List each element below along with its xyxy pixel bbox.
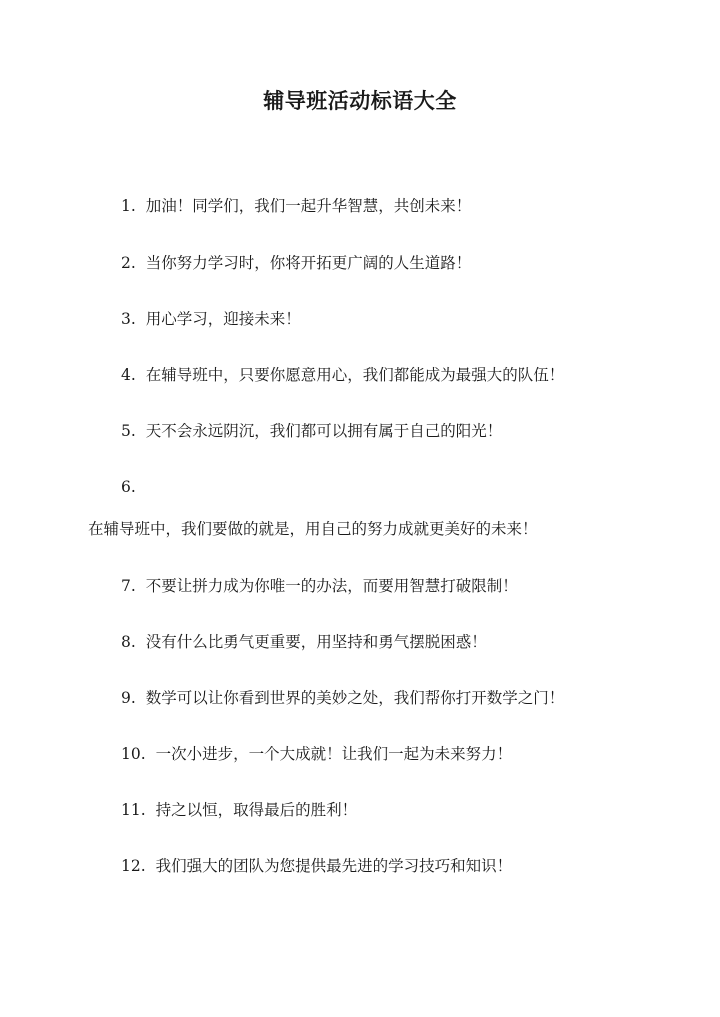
item-number: 11. — [121, 801, 146, 819]
list-item — [121, 575, 518, 597]
item-text: 数学可以让你看到世界的美妙之处，我们帮你打开数学之门！ — [145, 689, 565, 707]
list-item — [121, 364, 564, 386]
item-text: 不要让拼力成为你唯一的办法，而要用智慧打破限制！ — [145, 577, 518, 595]
list-item — [121, 799, 357, 821]
list-item — [121, 308, 301, 330]
item-text: 在辅导班中，只要你愿意用心，我们都能成为最强大的队伍！ — [145, 366, 565, 384]
list-item — [121, 420, 502, 442]
item-number: 3. — [121, 310, 136, 328]
item-text: 当你努力学习时，你将开拓更广阔的人生道路！ — [145, 254, 472, 272]
item-number: 10. — [121, 745, 146, 763]
list-item — [121, 476, 146, 498]
list-item — [121, 631, 487, 653]
item-number: 2. — [121, 254, 136, 272]
item-number: 7. — [121, 577, 136, 595]
page-title: 辅导班活动标语大全 — [263, 88, 457, 113]
item-text: 没有什么比勇气更重要，用坚持和勇气摆脱困惑！ — [145, 633, 487, 651]
item-text: 天不会永远阴沉，我们都可以拥有属于自己的阳光！ — [145, 422, 503, 440]
item-number: 12. — [121, 857, 146, 875]
item-number: 8. — [121, 633, 136, 651]
list-item — [121, 687, 564, 709]
item-number: 4. — [121, 366, 136, 384]
list-item — [121, 743, 512, 765]
list-item — [121, 195, 471, 217]
item-number: 6. — [121, 478, 136, 496]
item-text: 加油！同学们，我们一起升华智慧，共创未来！ — [145, 197, 472, 215]
item-number: 9. — [121, 689, 136, 707]
item-number: 1. — [121, 197, 136, 215]
item-text: 持之以恒，取得最后的胜利！ — [155, 801, 358, 819]
list-item — [121, 855, 512, 877]
item-text: 我们强大的团队为您提供最先进的学习技巧和知识！ — [155, 857, 513, 875]
list-item-continuation: 在辅导班中，我们要做的就是，用自己的努力成就更美好的未来！ — [88, 520, 538, 538]
item-text: 用心学习，迎接未来！ — [145, 310, 301, 328]
item-text: 一次小进步，一个大成就！让我们一起为未来努力！ — [155, 745, 513, 763]
item-number: 5. — [121, 422, 136, 440]
list-item — [121, 252, 471, 274]
